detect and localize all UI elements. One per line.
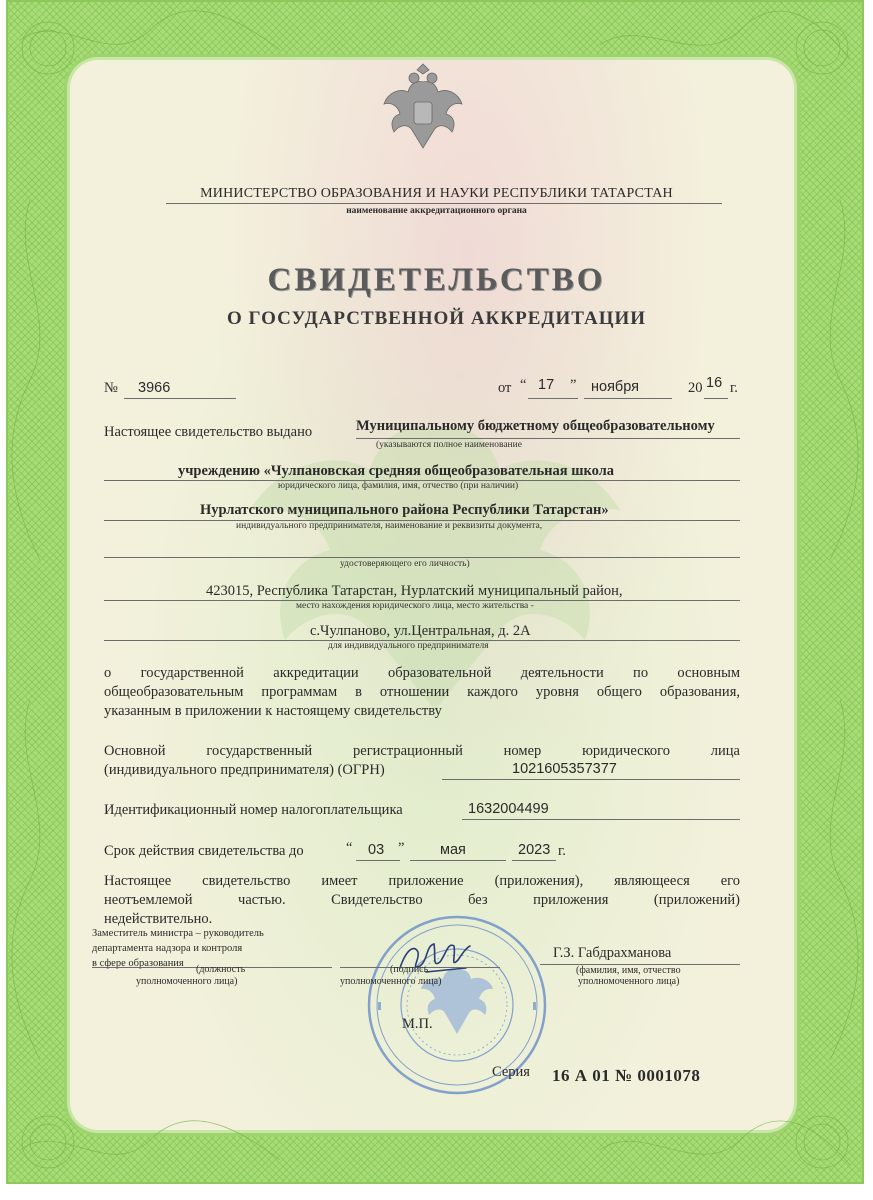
date-year-prefix: 20 bbox=[688, 380, 703, 396]
validity-year-unit: г. bbox=[558, 843, 566, 859]
signatory-position-caption1: (должность bbox=[196, 964, 246, 975]
address-line2: с.Чулпаново, ул.Центральная, д. 2А bbox=[310, 623, 531, 639]
accreditation-text-line1: о государственной аккредитации образовательной деятельности по основным bbox=[104, 665, 740, 681]
date-month: ноября bbox=[591, 379, 639, 395]
date-month-underline bbox=[584, 398, 672, 399]
series-value: 16 А 01 № 0001078 bbox=[552, 1066, 701, 1085]
inn-value: 1632004499 bbox=[468, 801, 549, 817]
ogrn-underline bbox=[442, 779, 740, 780]
appendix-text-line3: недействительно. bbox=[104, 911, 213, 927]
issued-to-caption1: (указываются полное наименование bbox=[376, 440, 522, 450]
signatory-name-caption2: уполномоченного лица) bbox=[578, 976, 680, 987]
issued-to-underline1 bbox=[356, 438, 740, 439]
date-year-suffix: 16 bbox=[706, 375, 723, 391]
issued-to-underline4 bbox=[104, 557, 740, 558]
address-caption1: место нахождения юридического лица, место жительства - bbox=[296, 601, 534, 611]
ministry-name: МИНИСТЕРСТВО ОБРАЗОВАНИЯ И НАУКИ РЕСПУБЛИКИ ТАТАРСТАН bbox=[200, 186, 673, 201]
issued-to-caption2: юридического лица, фамилия, имя, отчество (при наличии) bbox=[278, 481, 519, 491]
accreditation-text-line3: указанным в приложении к настоящему свидетельству bbox=[104, 703, 442, 719]
ministry-underline bbox=[166, 203, 722, 204]
number-label: № bbox=[104, 380, 118, 396]
issued-to-label: Настоящее свидетельство выдано bbox=[104, 424, 313, 440]
number-underline bbox=[124, 398, 236, 399]
validity-day: 03 bbox=[368, 842, 385, 858]
appendix-text-line1: Настоящее свидетельство имеет приложение (приложения), являющееся его bbox=[104, 873, 740, 889]
accreditation-text-line2: общеобразовательным программам в отношении каждого уровня общего образования, bbox=[104, 684, 740, 700]
issued-to-caption3: индивидуального предпринимателя, наименование и реквизиты документа, bbox=[236, 521, 543, 531]
signatory-position-caption2: уполномоченного лица) bbox=[136, 976, 238, 987]
accreditation-text bbox=[104, 664, 740, 721]
date-year-unit: г. bbox=[730, 380, 738, 396]
certificate-title: СВИДЕТЕЛЬСТВО bbox=[267, 262, 606, 298]
validity-month: мая bbox=[440, 842, 466, 858]
signatory-name-caption1: (фамилия, имя, отчество bbox=[576, 965, 681, 976]
validity-close-quote: ” bbox=[398, 840, 405, 856]
validity-open-quote: “ bbox=[346, 840, 353, 856]
ogrn-block bbox=[104, 742, 740, 780]
date-open-quote: “ bbox=[520, 377, 527, 393]
issued-to-caption4: удостоверяющего его личность) bbox=[340, 559, 470, 569]
validity-year: 2023 bbox=[518, 842, 551, 858]
series-label: Серия bbox=[492, 1064, 530, 1080]
issued-to-line1: Муниципальному бюджетному общеобразовательному bbox=[356, 418, 715, 434]
inn-label: Идентификационный номер налогоплательщика bbox=[104, 802, 403, 818]
issued-to-line2: учреждению «Чулпановская средняя общеобразовательная школа bbox=[178, 463, 615, 479]
validity-day-underline bbox=[356, 860, 400, 861]
signature-caption2: уполномоченного лица) bbox=[340, 976, 442, 987]
signatory-name: Г.З. Габдрахманова bbox=[553, 945, 672, 961]
certificate-number: 3966 bbox=[138, 380, 171, 396]
ministry-caption: наименование аккредитационного органа bbox=[346, 206, 527, 216]
ogrn-value: 1021605357377 bbox=[512, 761, 617, 777]
address-line1: 423015, Республика Татарстан, Нурлатский муниципальный район, bbox=[206, 583, 623, 599]
signature-caption1: (подпись bbox=[390, 964, 429, 975]
certificate-subtitle: О ГОСУДАРСТВЕННОЙ АККРЕДИТАЦИИ bbox=[226, 308, 647, 329]
validity-year-underline bbox=[512, 860, 556, 861]
signatory-position-line1: Заместитель министра – руководитель bbox=[92, 928, 264, 939]
ogrn-label-line2: (индивидуального предпринимателя) (ОГРН) bbox=[104, 762, 385, 778]
date-close-quote: ” bbox=[570, 377, 577, 393]
ogrn-label-line1: Основной государственный регистрационный номер юридического лица bbox=[104, 743, 740, 759]
validity-label: Срок действия свидетельства до bbox=[104, 843, 304, 859]
inn-underline bbox=[462, 819, 740, 820]
date-year-underline bbox=[704, 398, 728, 399]
date-from-label: от bbox=[498, 380, 512, 396]
signatory-position-line2: департамента надзора и контроля bbox=[92, 943, 243, 954]
validity-month-underline bbox=[410, 860, 506, 861]
issued-to-line3: Нурлатского муниципального района Республики Татарстан» bbox=[200, 502, 609, 518]
appendix-text-line2: неотъемлемой частью. Свидетельство без приложения (приложений) bbox=[104, 892, 740, 908]
date-day-underline bbox=[528, 398, 578, 399]
signatory-position-line3: в сфере образования bbox=[92, 958, 184, 969]
address-caption2: для индивидуального предпринимателя bbox=[328, 641, 489, 651]
coat-of-arms-icon bbox=[378, 62, 468, 154]
stamp-place-label: М.П. bbox=[402, 1016, 433, 1032]
date-day: 17 bbox=[538, 377, 555, 393]
